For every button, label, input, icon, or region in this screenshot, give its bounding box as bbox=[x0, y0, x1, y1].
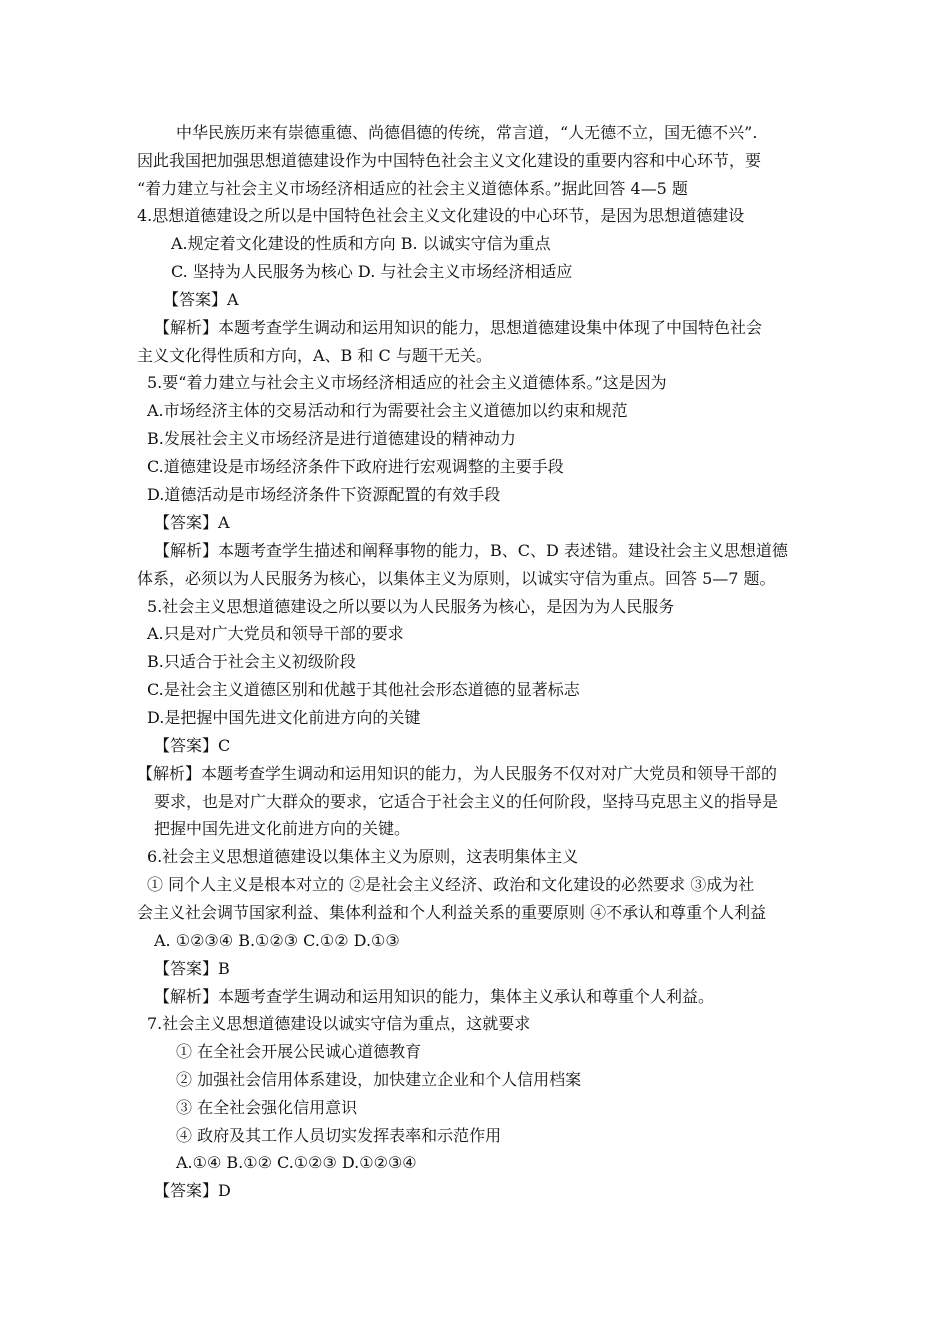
intro-line-3: “着力建立与社会主义市场经济相适应的社会主义道德体系。”据此回答 4—5 题 bbox=[137, 179, 688, 198]
question-7-statement-2: ② 加强社会信用体系建设，加快建立企业和个人信用档案 bbox=[176, 1070, 582, 1089]
question-6-analysis: 【解析】本题考查学生调动和运用知识的能力，集体主义承认和尊重个人利益。 bbox=[154, 987, 715, 1006]
question-6-answer: 【答案】B bbox=[154, 959, 230, 978]
question-5b-option-d: D.是把握中国先进文化前进方向的关键 bbox=[147, 708, 421, 727]
question-7-stem: 7.社会主义思想道德建设以诚实守信为重点，这就要求 bbox=[147, 1014, 531, 1033]
question-4-options-cd: C. 坚持为人民服务为核心 D. 与社会主义市场经济相适应 bbox=[171, 262, 573, 281]
question-6-options: A. ①②③④ B.①②③ C.①② D.①③ bbox=[154, 931, 400, 950]
question-5b-stem: 5.社会主义思想道德建设之所以要以为人民服务为核心，是因为为人民服务 bbox=[147, 597, 675, 616]
question-5a-option-c: C.道德建设是市场经济条件下政府进行宏观调整的主要手段 bbox=[147, 457, 564, 476]
question-5a-option-b: B.发展社会主义市场经济是进行道德建设的精神动力 bbox=[147, 429, 516, 448]
question-7-options: A.①④ B.①② C.①②③ D.①②③④ bbox=[176, 1153, 417, 1172]
question-5b-analysis-2: 要求，也是对广大群众的要求，它适合于社会主义的任何阶段，坚持马克思主义的指导是 bbox=[154, 792, 779, 811]
question-7-answer: 【答案】D bbox=[154, 1181, 231, 1200]
question-5b-analysis-1: 【解析】本题考查学生调动和运用知识的能力，为人民服务不仅对对广大党员和领导干部的 bbox=[137, 764, 778, 783]
question-7-statement-4: ④ 政府及其工作人员切实发挥表率和示范作用 bbox=[176, 1126, 502, 1145]
question-6-statements-2: 会主义社会调节国家利益、集体利益和个人利益关系的重要原则 ④不承认和尊重个人利益 bbox=[137, 903, 767, 922]
question-7-statement-1: ① 在全社会开展公民诚心道德教育 bbox=[176, 1042, 422, 1061]
question-5b-answer: 【答案】C bbox=[154, 736, 231, 755]
question-5a-option-d: D.道德活动是市场经济条件下资源配置的有效手段 bbox=[147, 485, 501, 504]
question-5b-option-a: A.只是对广大党员和领导干部的要求 bbox=[147, 624, 404, 643]
intro-line-2: 因此我国把加强思想道德建设作为中国特色社会主义文化建设的重要内容和中心环节，要 bbox=[137, 151, 762, 170]
question-7-statement-3: ③ 在全社会强化信用意识 bbox=[176, 1098, 358, 1117]
question-5a-option-a: A.市场经济主体的交易活动和行为需要社会主义道德加以约束和规范 bbox=[147, 401, 628, 420]
question-5a-stem: 5.要“着力建立与社会主义市场经济相适应的社会主义道德体系。”这是因为 bbox=[147, 373, 667, 392]
question-6-stem: 6.社会主义思想道德建设以集体主义为原则，这表明集体主义 bbox=[147, 847, 579, 866]
question-4-analysis-1: 【解析】本题考查学生调动和运用知识的能力，思想道德建设集中体现了中国特色社会 bbox=[154, 318, 763, 337]
question-4-analysis-2: 主义文化得性质和方向，A、B 和 C 与题干无关。 bbox=[137, 346, 492, 365]
question-5a-answer: 【答案】A bbox=[154, 513, 230, 532]
question-5a-analysis-1: 【解析】本题考查学生描述和阐释事物的能力，B、C、D 表述错。建设社会主义思想道德 bbox=[154, 541, 788, 560]
question-4-stem: 4.思想道德建设之所以是中国特色社会主义文化建设的中心环节，是因为思想道德建设 bbox=[137, 206, 745, 225]
question-4-answer: 【答案】A bbox=[163, 290, 239, 309]
question-5b-option-c: C.是社会主义道德区别和优越于其他社会形态道德的显著标志 bbox=[147, 680, 580, 699]
intro-line-1: 中华民族历来有崇德重德、尚德倡德的传统，常言道，“人无德不立，国无德不兴”. bbox=[176, 123, 758, 142]
question-6-statements-1: ① 同个人主义是根本对立的 ②是社会主义经济、政治和文化建设的必然要求 ③成为社 bbox=[147, 875, 755, 894]
question-5b-option-b: B.只适合于社会主义初级阶段 bbox=[147, 652, 356, 671]
question-5b-analysis-3: 把握中国先进文化前进方向的关键。 bbox=[154, 819, 411, 838]
question-4-options-ab: A.规定着文化建设的性质和方向 B. 以诚实守信为重点 bbox=[171, 234, 551, 253]
question-5a-analysis-2: 体系，必须以为人民服务为核心，以集体主义为原则，以诚实守信为重点。回答 5—7 题。 bbox=[137, 569, 776, 588]
